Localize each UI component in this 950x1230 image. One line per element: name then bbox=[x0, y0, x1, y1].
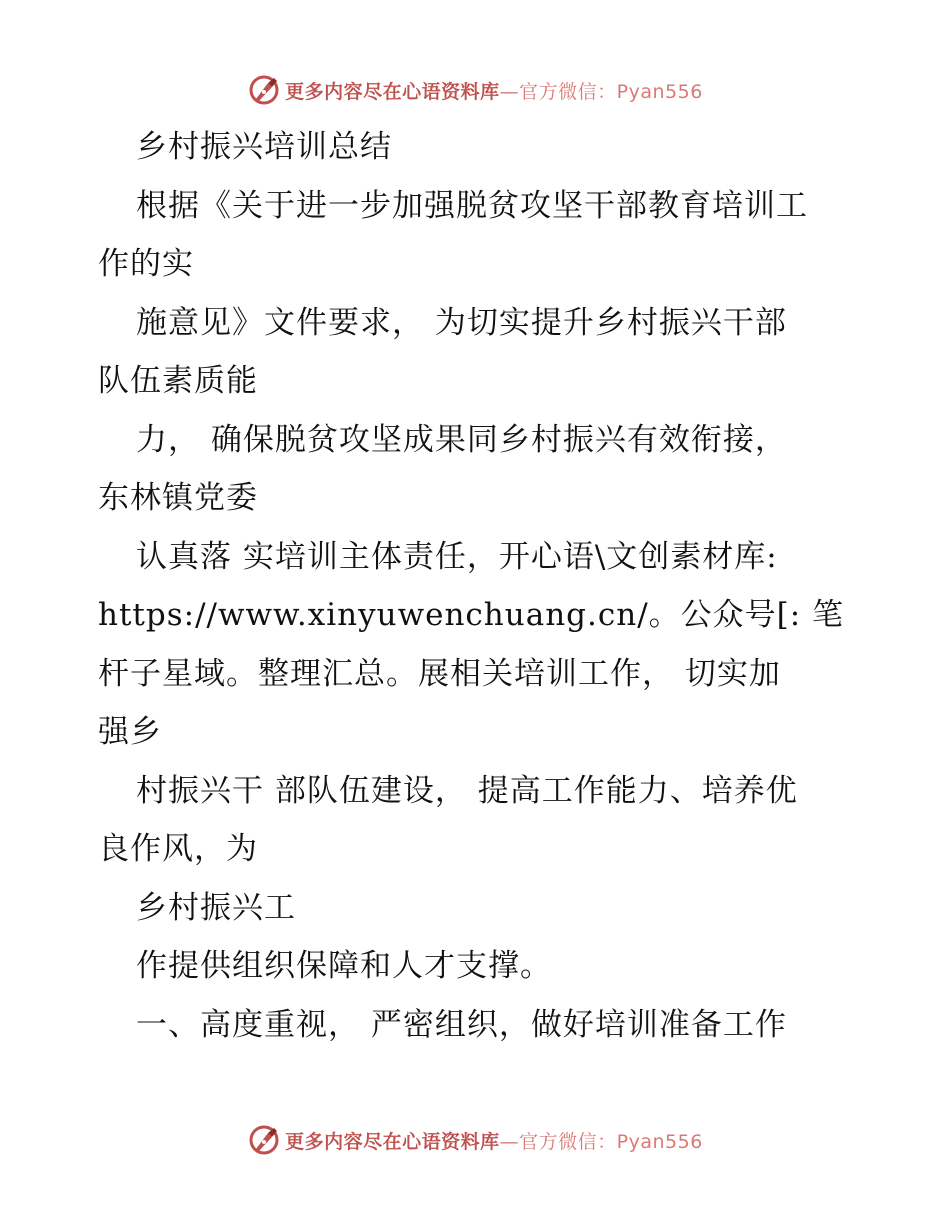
paragraph-line: 认真落 实培训主体责任，开心语\文创素材库: bbox=[136, 538, 778, 575]
watermark-separator: — bbox=[499, 1130, 520, 1153]
watermark-separator: — bbox=[499, 80, 520, 103]
watermark-text bbox=[285, 1127, 703, 1154]
watermark-brand-text: 更多内容尽在心语资料库 bbox=[285, 80, 500, 103]
paragraph-line: 强乡 bbox=[98, 714, 162, 750]
pen-nib-logo-icon bbox=[247, 1123, 281, 1157]
paragraph-line: 良作风，为 bbox=[98, 831, 258, 867]
document-body bbox=[98, 118, 858, 1054]
paragraph-line: 乡村振兴工 bbox=[136, 889, 296, 926]
watermark-wechat-text: 官方微信：Pyan556 bbox=[519, 1130, 703, 1153]
section-heading: 一、高度重视， 严密组织，做好培训准备工作 bbox=[136, 1006, 787, 1043]
pen-nib-logo-icon bbox=[247, 73, 281, 107]
paragraph-line-url: https://www.xinyuwenchuang.cn/。公众号[: 笔 bbox=[98, 597, 845, 633]
footer-watermark-banner bbox=[0, 1120, 950, 1160]
paragraph-line: 力， 确保脱贫攻坚成果同乡村振兴有效衔接， bbox=[136, 421, 787, 458]
paragraph-line: 杆子星域。整理汇总。展相关培训工作， 切实加 bbox=[98, 655, 781, 692]
paragraph-line: 队伍素质能 bbox=[98, 363, 258, 399]
paragraph-line: 村振兴干 部队伍建设， 提高工作能力、培养优 bbox=[136, 772, 798, 809]
paragraph-line: 根据《关于进一步加强脱贫攻坚干部教育培训工 bbox=[136, 187, 808, 224]
paragraph-line: 施意见》文件要求， 为切实提升乡村振兴干部 bbox=[136, 304, 787, 341]
paragraph-line: 作的实 bbox=[98, 246, 194, 282]
header-watermark-banner bbox=[0, 70, 950, 110]
watermark-wechat-text: 官方微信：Pyan556 bbox=[519, 80, 703, 103]
watermark-text bbox=[285, 77, 703, 104]
watermark-brand-text: 更多内容尽在心语资料库 bbox=[285, 1130, 500, 1153]
paragraph-line: 东林镇党委 bbox=[98, 480, 258, 516]
paragraph-line: 作提供组织保障和人才支撑。 bbox=[136, 948, 552, 984]
document-title: 乡村振兴培训总结 bbox=[136, 129, 392, 165]
